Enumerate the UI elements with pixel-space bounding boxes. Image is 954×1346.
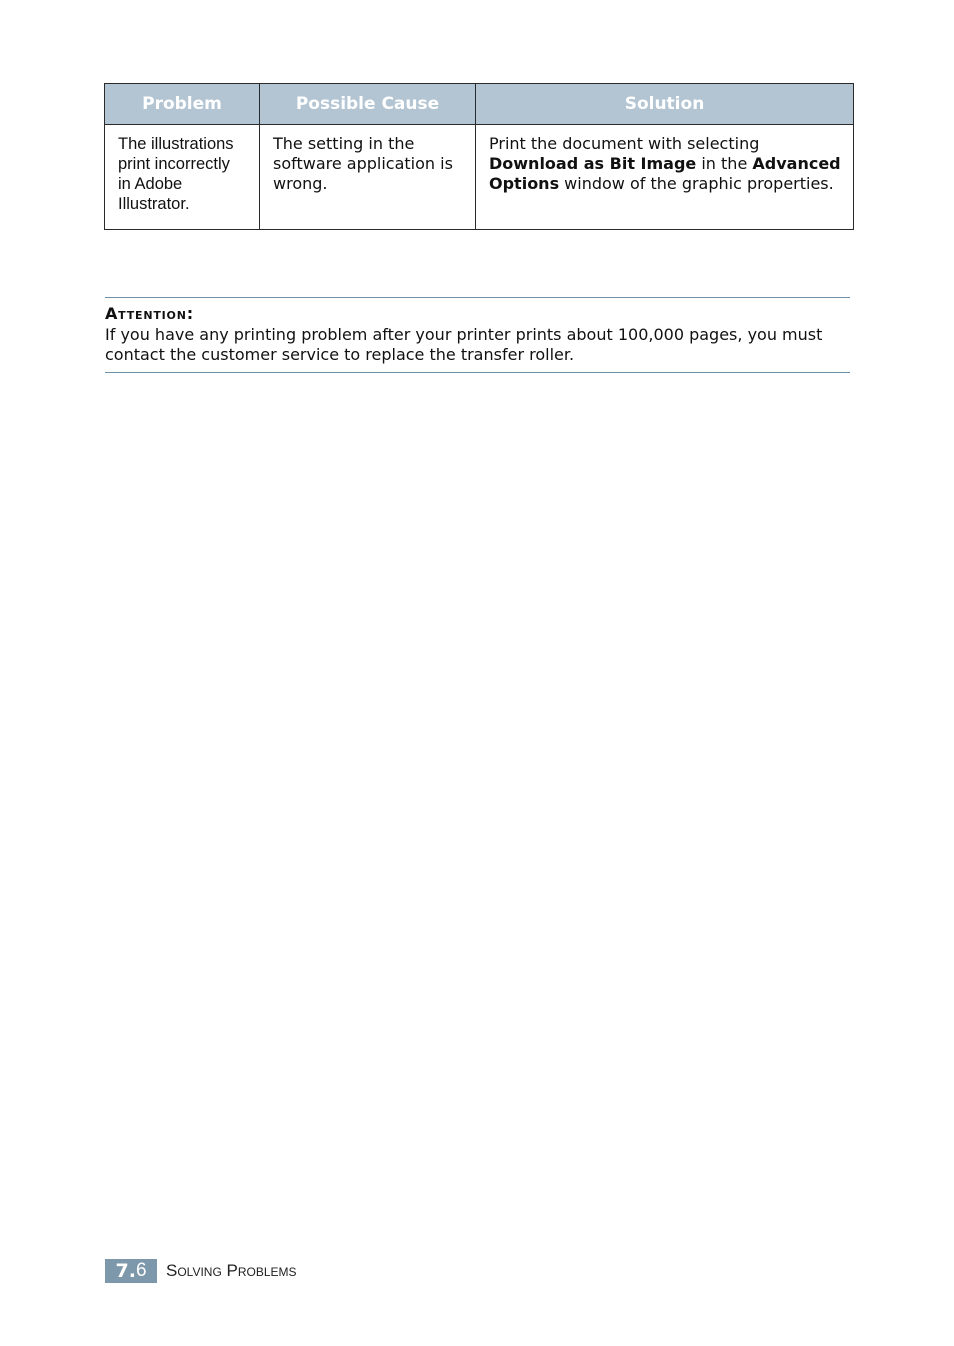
attention-note [105,297,850,373]
solution-text: Print the document with selecting [489,134,760,153]
section-title: Solving Problems [166,1261,297,1280]
solution-text: window of the graphic properties. [559,174,834,193]
solution-cell [476,125,854,230]
column-header-solution: Solution [476,84,854,125]
solution-option-name: Download as Bit Image [489,154,697,173]
solution-text: in the [696,154,753,173]
page-number: 6 [135,1260,147,1281]
table-header-row [105,84,854,125]
troubleshooting-table [104,83,854,230]
chapter-number: 7. [115,1260,136,1282]
column-header-problem: Problem [105,84,260,125]
table-row [105,125,854,230]
column-header-possible-cause: Possible Cause [260,84,476,125]
attention-body: If you have any printing problem after your printer prints about 100,000 pages, you must contact the customer service to replace the transfer roller. [105,325,823,364]
cause-cell: The setting in the software application is wrong. [260,125,476,230]
solution-window-name: Advanced Options [489,154,841,193]
problem-cell: The illustrations print incorrectly in Adobe Illustrator. [105,125,260,230]
page-footer [105,1259,297,1283]
attention-title: Attention: [105,304,194,323]
page-number-badge [105,1259,157,1283]
